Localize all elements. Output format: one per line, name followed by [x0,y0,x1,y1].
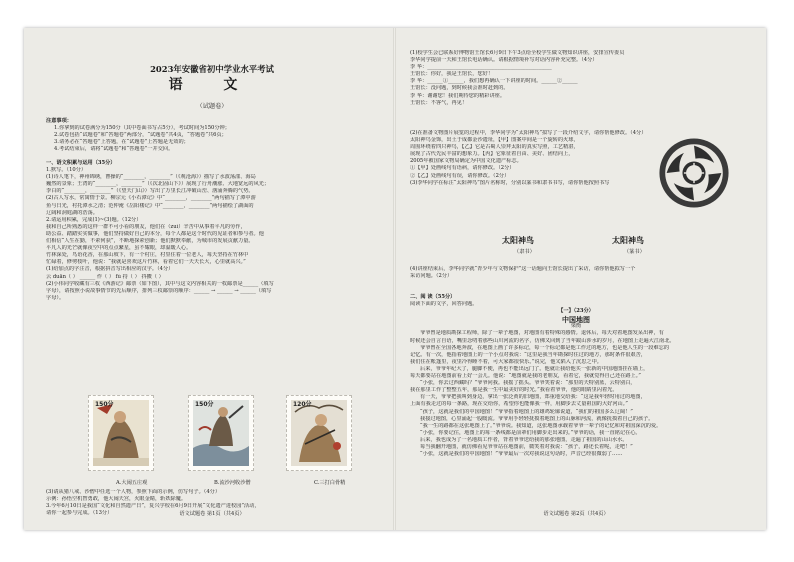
article-paragraph: 我在那里工作了整整五年，那是我一生中最美好的时光。”我看着爷爷，他的眼睛里闪着光。 [410,387,618,394]
question-line: 示例：孙悟空机智勇敢，他大闹天宫，火眼金睛，斩妖除魔。 [46,496,187,503]
paper-type: （试题卷） [196,103,228,110]
article-paragraph: 时候还会自言自语，嘴里念叨着那些山川河流的名字，仿佛又回到了当年跋山涉水的岁月，在地图上走遍大江南北。 [410,337,675,344]
artifact-question-block [410,130,652,187]
right-page [396,28,766,530]
question-line: ②【乙】处画线句有误，请你修改。（2分） [410,172,510,179]
stamp-c-illustration [291,400,347,466]
article-paragraph: “小张，你去过西藏吗？”爷爷问我。我摇了摇头。爷爷笑着说：“那里的天特别蓝，云特别白， [420,380,636,387]
question-line: 助公益、踏踏实实做事，他们坚持做好自己的本分，每个人都是这个时代的见证者和参与者。他 [46,230,264,237]
article-paragraph: 爷爷曾在全国各地奔波，在地图上画了许多标记，每一个标记都是他工作过的地方，也是他人生的一段难忘的 [420,344,670,351]
article-paragraph: “孩子，这就是我们的中国地图！”爷爷指着地图上的雄鸡轮廓说道，“我们的祖国多么辽阔！” [420,408,633,415]
notice-block [46,118,378,153]
stamp-captions [116,480,394,488]
notice-item: 4.考试结束后，请将“试题卷”和“答题卷”一并交回。 [54,146,174,153]
calligraphy-sample-2: 太阳神鸟 [612,235,644,245]
article-paragraph: “小张，这就是我们的中国地图！”爷爷最后一次对我说这句话时，声音已经很微弱了…… [420,451,623,458]
question-line: (1)给加点的字注音，根据拼音写出相应的汉字。（4分） [46,266,174,273]
reading-section [410,294,742,458]
dialogue-line: 王馆长：没问题，到时候我会准时赶到的。 [410,85,509,92]
article-paragraph: 每天都要站在地图前看上好一会儿。他说：“地图就是我的老朋友，看着它，我就觉得自己还在路上。” [410,373,641,380]
article-paragraph: 有一天，爷爷把我叫到身边，拿出一张泛黄的旧地图，郑重地交给我：“这是我年轻时用过的地图， [420,394,646,401]
question-line: 2005年被国家文物局确定为中国文化遗产标志。 [410,158,522,165]
section-note: 阅读下面的文字，回答问题。 [410,301,478,308]
article-paragraph: 上面有我走过的每一条路，现在交给你，希望你也能像我一样，用脚步去丈量祖国的大好河山。” [410,401,628,408]
article-paragraph: 爷爷曾是地质勘探工程师，除了一辈子地图，对地图有着特殊的感情。退休后，每天对着地图发呆出神，有 [420,330,664,337]
stamp-a [88,395,154,471]
notice-item: 2.试卷包括“试题卷”和“答题卷”两部分，“试题卷”共4页，“答题卷”共6页； [54,132,227,139]
question-line: 云 duān（ ） ______ 作（ ） fù 持（ ） 抖擞（ ） [46,273,164,280]
stamp-a-illustration [93,400,149,466]
sun-bird-disc-image [658,137,730,209]
article-paragraph: “小张，你要记住，地图上的每一条线都是前辈们用脚步走出来的。”爷爷的话，我一直铭记在心。 [420,429,641,436]
question-line: 2.请运用积累，完成(1)~(3)题。（12分） [46,216,142,223]
dialogue-line: 李 华：______①______，我们想再确认一下讲座的时间。______②______ [410,78,578,85]
stamp-b-value: 150分 [195,401,214,408]
question-line: (2)古人写水，常寓情于景。柳宗元《小石潭记》中“________，________”两句描写了潭中游 [46,195,256,202]
stamp-a-value: 150分 [95,401,114,408]
stamp-b-caption: B.流沙河收沙僧 [214,480,251,486]
notice-heading: 注意事项： [46,118,72,124]
stamp-c-value: 120分 [293,401,312,408]
article-paragraph: 每当我翻开地图，就仿佛看见爷爷站在地图前，微笑着对我说：“孩子，路还长着呢，走吧！” [420,443,633,450]
notice-item: 1.你拿到的试卷满分为150分（其中卷面书写占5分），考试时间为150分钟； [54,125,230,132]
question-line: 李华同学提前一天和王馆长电话确认。请根据情境补写对话内容补充完整。（4分） [410,57,598,64]
article-paragraph: 我们住在帐篷里，夜里冷得睡不着，可大家都很快乐。”说完，他又陷入了沉思之中。 [410,358,602,365]
question-line: 字母）。 [46,294,65,301]
stamp-b-illustration [193,400,249,466]
article-paragraph: 后来，我也成为了一名地质工作者，背着爷爷送给我的那张地图，走遍了祖国的山山水水。 [420,436,628,443]
question-line: (2)小伟同学收藏有三枚《西游记》邮票（如下图），其中与这文内容相关的一枚邮票是______（填写 [46,280,274,287]
article-paragraph: 记忆。有一次，他指着地图上的一个小点对我说：“这里是我当年勘探时住过的地方，那时条件很艰苦， [410,351,647,358]
passage-heading: 【一】（23分） [558,308,594,315]
question-block-1 [46,160,378,302]
question-line: 平凡人的光芒就像夜空中的点点繁星，虽不耀眼，却温暖人心。 [46,245,192,252]
calligraphy-samples [502,237,722,265]
dialogue-line: 李 华：________________________________________________ [410,64,552,71]
question-line: 展现了古代先民丰富的想象力。【丙】它象征着自由、美好、团结向上， [410,151,574,158]
stamp-c [286,395,352,471]
question-line: (4)讲座结束后，李华同学就“青少年与文物保护”这一话题向王馆长提出了采访，请你帮他拟写一个 [410,266,636,272]
section-heading: 二、阅 读（55分） [410,294,456,300]
dialogue-line: 王馆长：不客气，再见！ [410,99,468,106]
calligraphy-label-2: （篆书） [624,249,645,255]
question-line: 字母），请按照小说故事情节的先后顺序，排列三枚邮票的顺序：______ → ______ → ______（填写 [46,287,272,294]
interview-question-block [410,266,742,280]
page-footer-left: 语文试题卷 第1页（共4页） [179,510,245,517]
page-footer-right: 语文试题卷 第2页（共4页） [543,510,609,517]
question-line: 李白的“________，________”（《望天门山》）写出了万里长江冲破山峦、汹涌奔腾的气势。 [46,188,254,195]
question-line: 忙碌着，修剪枝叶，他说：“我就是喜欢这片竹林，看着它们一天天长大，心里就高兴。” [46,259,246,266]
subject-title: 语 文 [168,77,256,93]
question-line: (3)请从猪八戒、沙僧中任选一个人物，参照下面的示例，仿写句子。（4分） [46,489,221,495]
question-line: 1.默写。（10分） [46,167,87,174]
article-author: 梁衡 [570,323,581,330]
question-line: 辽阔和洞庭湖的浩荡。 [46,209,98,216]
question-line: (3)李华同学在标注“太阳神鸟”图片名称时，分别以篆书和隶书书写，请你帮他按照书写 [410,179,610,186]
calligraphy-sample-1: 太阳神鸟 [502,235,534,245]
article-paragraph: 我接过地图，心里涌起一股暖流。爷爷用手轻轻抚摸着地图上的山脉和河流，就像抚摸着自己的孩子。 [420,415,654,422]
dialogue-line: 李 华：谢谢您！我们期待您的精彩讲座。 [410,92,506,99]
question-line: (1)校学生会已联系好博物馆王馆长6月9日下午3点给全校学生做文物知识讲座，安排宣传委员 [410,50,625,56]
question-line: (2)在准备文物图片展览的过程中，李华同学为“太阳神鸟”拟写了一段介绍文字，请你帮他修改。（4分） [410,130,647,136]
question-line: 巍然的景象；王湾的“________，________”（《次北固山下》）展现了行舟潮涨、大地宽远的风光； [46,181,270,188]
question-line: 采访问题。（2分） [410,273,453,280]
stamp-a-caption: A.大闹五庄观 [116,480,148,486]
notice-item: 3.请务必在“答题卷”上答题，在“试题卷”上答题是无效的； [54,139,189,146]
article-paragraph: “我一生的路都在这张地图上了。”爷爷说。我知道，这张地图承载着爷爷一辈子的记忆和对祖国深沉的爱。 [420,422,662,429]
exam-sheet [24,28,766,530]
stamp-row [72,395,372,475]
left-page [24,28,394,530]
question-line: 们相信“人生在勤，不索何获”，不断地探索创新；他们默默奉献，为城市的发展贡献力量。 [46,238,254,245]
question-line: (1)诗人笔下，神州锦绣，曹操的“________，________”（《观沧海》）描写了水波荡漾、海岛 [46,174,256,181]
article-paragraph: 后来，爷爷年纪大了，腿脚不便，再也不能出远门了。他就让我给他买一张新的中国地图挂在墙上， [420,365,649,372]
dialogue-block [410,50,742,107]
question-line: ①【甲】处画线句有语病，请你修改。（2分） [410,165,515,172]
stamp-b [188,395,254,471]
question-line: 鱼与日光，衬托潭水之清；范仲淹《岳阳楼记》中“________，________”两句描绘了湖面的 [46,202,254,209]
article-title: 中国地图 [562,315,590,325]
dialogue-line: 王馆长：你好，我是王馆长，您好！ [410,71,494,78]
question-line: 我和自己所熟悉的这样一群不可小看的朋友，他们在（zuì）辛苦中从事着平凡的劳作， [46,223,246,230]
question-line: 请你一起参与完成。（13分） [46,510,113,517]
exam-title: 2023年安徽省初中学业水平考试 [150,64,274,74]
calligraphy-label-1: （隶书） [514,249,535,255]
stamp-c-caption: C.三打白骨精 [314,480,346,486]
question-line: 周围环绕着四只神鸟，【乙】它是古蜀人崇拜太阳的真实写照，工艺精湛， [410,144,579,151]
question-line: 3.今年6月10日是我国“文化和自然遗产日”，复兴学校在6月9日开展“文化遗产进校园”活动， [46,503,260,510]
question-line: 竹林深处，鸟语花香，在那山坡下，有一个村庄，村里住着一位老人，每天坚持在竹林中 [46,252,249,259]
question-line: 太阳神鸟金饰，出土于成都金沙遗址，【甲】图案中间是一个旋转的火球， [410,137,579,144]
section-heading: 一、语文积累与运用（35分） [46,160,116,166]
